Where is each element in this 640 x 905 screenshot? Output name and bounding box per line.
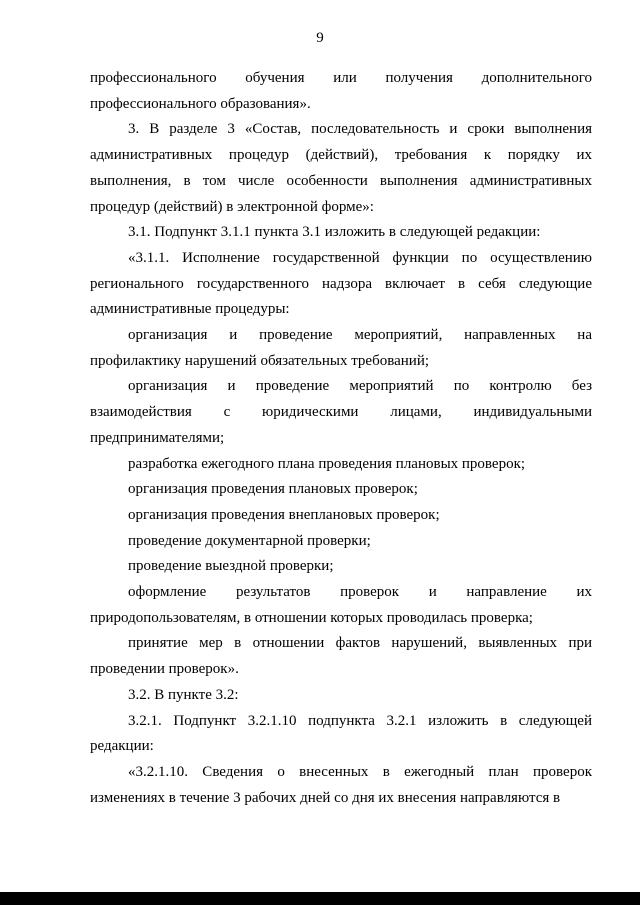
list-item-unplanned-inspections: организация проведения внеплановых проверок; [128, 506, 440, 523]
paragraph-3-1-1: «3.1.1. Исполнение государственной функции по осуществлению регионального государственного надзора включает в себя следующие административные процедуры: [90, 249, 592, 318]
list-item-measures: принятие мер в отношении фактов нарушений, выявленных при проведении проверок». [90, 635, 592, 678]
paragraph-3-2-1-10: «3.2.1.10. Сведения о внесенных в ежегодный план проверок изменениях в течение 3 рабочих дней со дня их внесения направляются в [90, 763, 592, 806]
list-item-field-inspection: проведение выездной проверки; [128, 558, 334, 575]
list-item-annual-plan: разработка ежегодного плана проведения плановых проверок; [128, 455, 526, 472]
list-item-control-measures: организация и проведение мероприятий по контролю без взаимодействия с юридическими лицами, индивидуальными предпринимателями; [90, 378, 592, 446]
document-body [90, 66, 592, 811]
paragraph-3-2-1: 3.2.1. Подпункт 3.2.1.10 подпункта 3.2.1 изложить в следующей редакции: [90, 712, 592, 755]
paragraph-continuation: профессионального обучения или получения дополнительного профессионального образования». [90, 70, 592, 112]
paragraph-3-1: 3.1. Подпункт 3.1.1 пункта 3.1 изложить в следующей редакции: [128, 224, 541, 241]
scan-bottom-edge [0, 892, 640, 905]
list-item-results: оформление результатов проверок и направление их природопользователям, в отношении которых проводилась проверка; [90, 584, 592, 626]
list-item-documentary-inspection: проведение документарной проверки; [128, 532, 371, 549]
paragraph-section-3: 3. В разделе 3 «Состав, последовательность и сроки выполнения административных процедур (действий), требования к порядку их выполнения, в том числе особенности выполнения административных процедур (действий) в электронной форме»: [90, 121, 592, 215]
list-item-prevention: организация и проведение мероприятий, направленных на профилактику нарушений обязательных требований; [90, 327, 592, 369]
paragraph-3-2: 3.2. В пункте 3.2: [128, 686, 239, 703]
page-number: 9 [316, 30, 324, 46]
list-item-planned-inspections: организация проведения плановых проверок; [128, 481, 418, 498]
